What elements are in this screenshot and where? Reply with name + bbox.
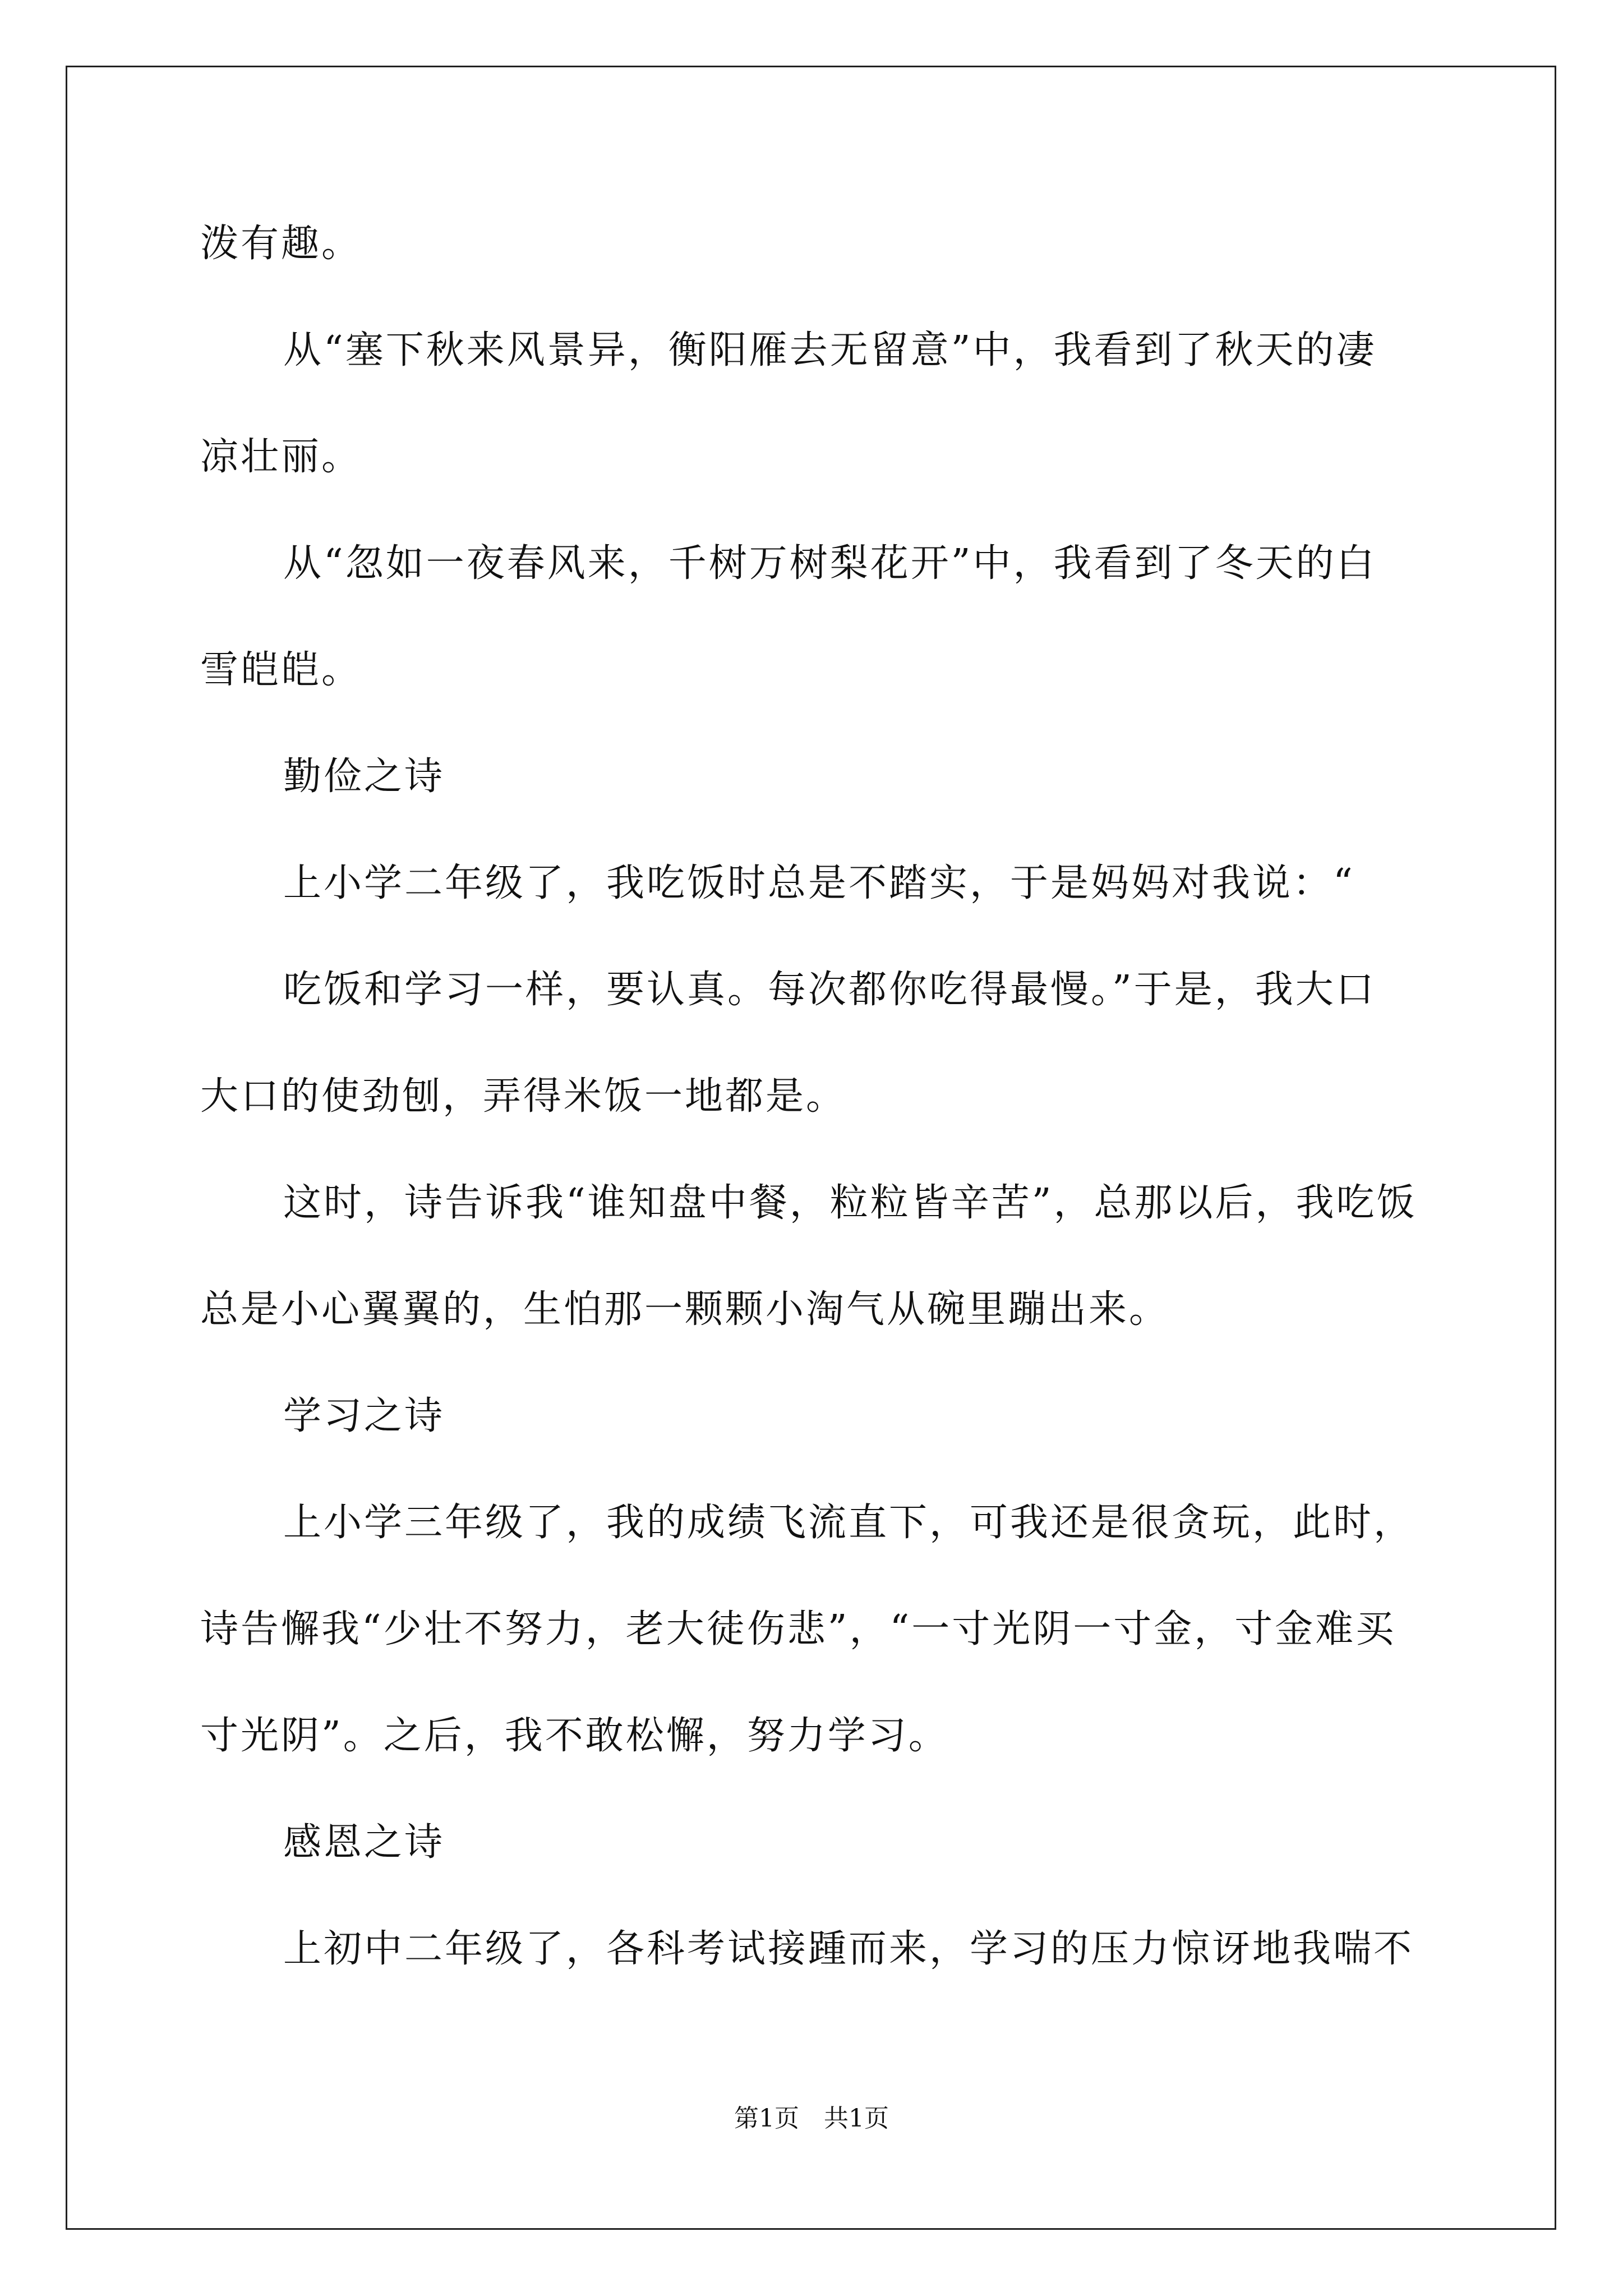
text-line: 泼有趣。	[200, 222, 362, 266]
text-line: 这时，诗告诉我“谁知盘中餐，粒粒皆辛苦”，总那以后，我吃饭	[283, 1181, 1417, 1225]
text-line: 吃饭和学习一样，要认真。每次都你吃得最慢。”于是，我大口	[283, 968, 1376, 1012]
text-line: 总是小心翼翼的，生怕那一颗颗小淘气从碗里蹦出来。	[200, 1287, 1170, 1332]
text-line: 上小学二年级了，我吃饭时总是不踏实，于是妈妈对我说：“	[283, 861, 1355, 905]
text-line: 雪皑皑。	[200, 648, 362, 692]
page-frame	[66, 66, 1556, 2230]
page-number-footer: 第1页 共1页	[734, 2104, 889, 2133]
section-heading: 学习之诗	[283, 1394, 445, 1438]
text-line: 寸光阴”。之后，我不敢松懈，努力学习。	[200, 1714, 949, 1758]
text-line: 从“塞下秋来风景异，衡阳雁去无留意”中，我看到了秋天的凄	[283, 328, 1377, 372]
text-line: 上初中二年级了，各科考试接踵而来，学习的压力惊讶地我喘不	[283, 1927, 1414, 1971]
text-line: 从“忽如一夜春风来，千树万树梨花开”中，我看到了冬天的白	[283, 541, 1377, 586]
section-heading: 感恩之诗	[283, 1820, 445, 1865]
text-line: 诗告懈我“少壮不努力，老大徒伤悲”，“一寸光阴一寸金，寸金难买	[200, 1607, 1396, 1651]
section-heading: 勤俭之诗	[283, 754, 445, 799]
text-line: 大口的使劲刨，弄得米饭一地都是。	[200, 1074, 847, 1119]
text-line: 上小学三年级了，我的成绩飞流直下，可我还是很贪玩，此时，	[283, 1501, 1414, 1545]
text-line: 凉壮丽。	[200, 435, 362, 479]
